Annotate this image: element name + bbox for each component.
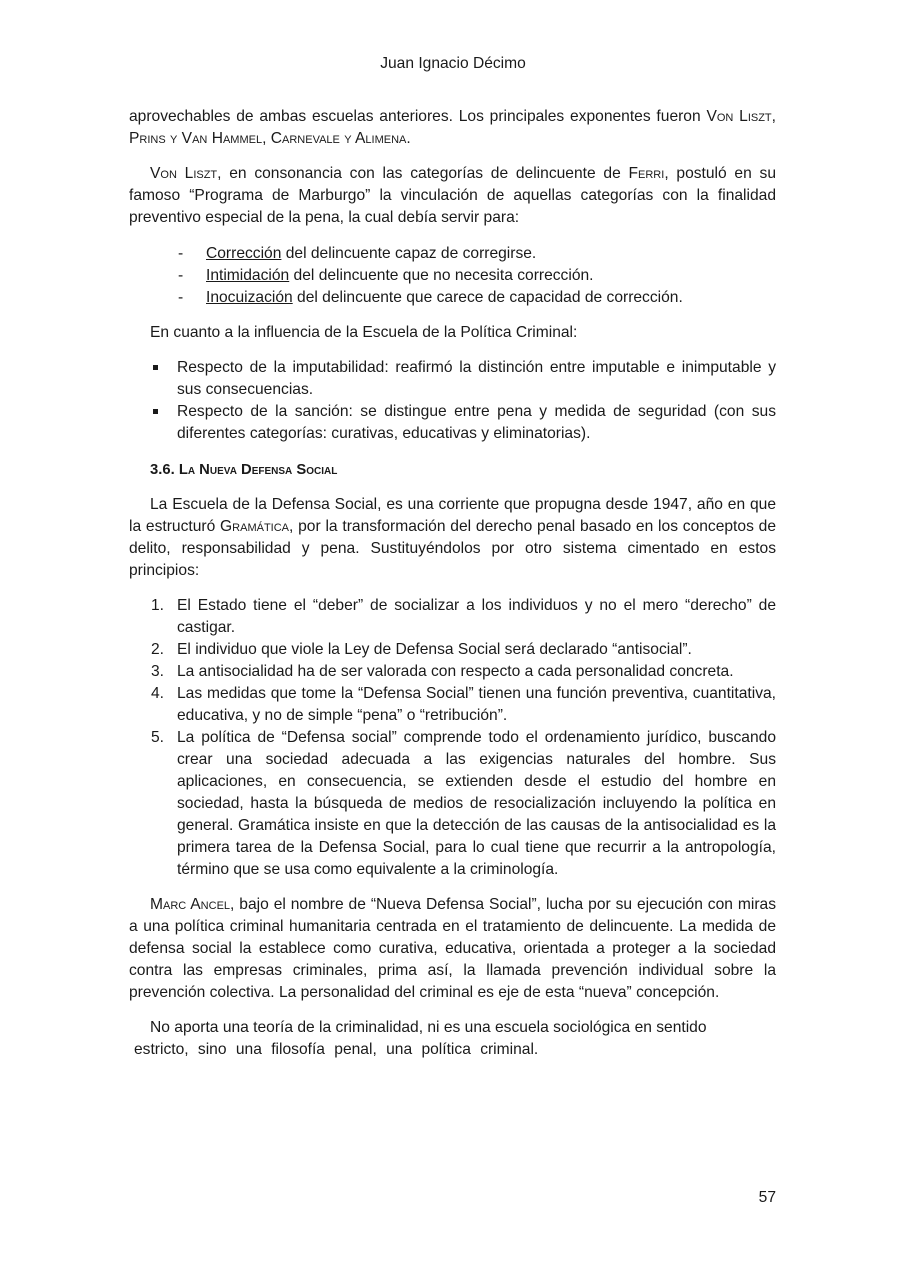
author-name-carnevale-alimena: Carnevale y Alimena [270, 130, 407, 147]
dash-marker: - [178, 267, 184, 284]
paragraph-influence: En cuanto a la influencia de la Escuela de la Política Criminal: [150, 324, 578, 341]
list-number: 5. [151, 729, 165, 746]
author-name-marc-ancel: Marc Ancel [150, 896, 231, 913]
list-item: 3. La antisocialidad ha de ser valorada con respecto a cada personalidad concreta. [129, 661, 776, 683]
list-item: - Corrección del delincuente capaz de corregirse. [129, 243, 776, 265]
list-number: 1. [151, 597, 165, 614]
list-term: Inocuización [206, 289, 293, 306]
author-name-ferri: Ferri [628, 165, 665, 182]
author-name-von-liszt: Von Liszt [150, 165, 218, 182]
paragraph-conclusion [129, 1017, 776, 1061]
paragraph-exponents: aprovechables de ambas escuelas anteriores. Los principales exponentes fueron Von Liszt, Prins y Van Hammel, Carnevale y Alimena. [129, 108, 776, 147]
list-number: 2. [151, 641, 165, 658]
list-item: 5. La política de “Defensa social” comprende todo el ordenamiento jurídico, buscando crear una sociedad adecuada a las exigencias naturales del hombre. Sus aplicaciones, en consecuencia, se extienden desde el estudio del hombre en sociedad, hasta la búsqueda de medios de resocialización incluyendo la política en general. Gramática insiste en que la detección de las causas de la antisocialidad es la primera tarea de la Defensa Social, para lo cual tiene que recurrir a la antropología, término que se usa como equivalente a la criminología. [151, 729, 776, 878]
list-term: Intimidación [206, 267, 290, 284]
list-item: 1. El Estado tiene el “deber” de socializar a los individuos y no el mero “derecho” de castigar. [151, 597, 776, 636]
list-item: - Inocuización del delincuente que carece de capacidad de corrección. [129, 287, 776, 309]
paragraph-von-liszt: Von Liszt, en consonancia con las categorías de delincuente de Ferri, postuló en su famoso “Programa de Marburgo” la vinculación de aquellas categorías con la finalidad preventivo especial de la pena, la cual debía servir para: [129, 165, 776, 226]
paragraph-marc-ancel: Marc Ancel, bajo el nombre de “Nueva Defensa Social”, lucha por su ejecución con miras a una política criminal humanitaria centrada en el tratamiento de delincuente. La medida de defensa social la establece como curativa, educativa, orientada a proteger a la sociedad contra las empresas criminales, prima así, la llamada prevención individual sobre la prevención colectiva. La personalidad del criminal es eje de esta “nueva” concepción. [129, 896, 776, 1001]
conclusion-line-1: No aporta una teoría de la criminalidad, ni es una escuela sociológica en sentido [150, 1019, 707, 1036]
list-item: 2. El individuo que viole la Ley de Defensa Social será declarado “antisocial”. [129, 639, 776, 661]
numbered-list [129, 595, 776, 881]
list-item: - Intimidación del delincuente que no necesita corrección. [129, 265, 776, 287]
square-bullet-list [129, 357, 776, 445]
square-bullet-icon [153, 365, 158, 370]
dash-list [129, 243, 776, 309]
dash-marker: - [178, 289, 184, 306]
page-number: 57 [758, 1189, 776, 1206]
paragraph-defensa-social: La Escuela de la Defensa Social, es una corriente que propugna desde 1947, año en que la estructuró Gramática, por la transformación del derecho penal basado en los conceptos de delito, responsabilidad y pena. Sustituyéndolos por otro sistema cimentado en estos principios: [129, 496, 776, 579]
section-number: 3.6. [150, 462, 175, 478]
author-name: Juan Ignacio Décimo [380, 55, 526, 72]
list-term: Corrección [206, 245, 282, 262]
list-number: 3. [151, 663, 165, 680]
author-name-prins-van-hammel: Prins y Van Hammel [129, 130, 263, 147]
section-title: La Nueva Defensa Social [178, 462, 338, 478]
author-name-von-liszt: Von Liszt [706, 108, 772, 125]
author-name-gramatica: Gramática [220, 518, 290, 535]
list-item: Respecto de la sanción: se distingue entre pena y medida de seguridad (con sus diferentes categorías: curativas, educativas y eliminatorias). [129, 401, 776, 445]
square-bullet-icon [153, 409, 158, 414]
list-item: 4. Las medidas que tome la “Defensa Social” tienen una función preventiva, cuantitativa, educativa, y no de simple “pena” o “retribución”. [151, 685, 776, 724]
page-body [129, 106, 776, 1061]
section-heading [129, 459, 776, 481]
conclusion-line-2: estricto, sino una filosofía penal, una política criminal. [134, 1041, 539, 1058]
page-header [0, 53, 906, 75]
list-item: Respecto de la imputabilidad: reafirmó la distinción entre imputable e inimputable y sus consecuencias. [129, 357, 776, 401]
dash-marker: - [178, 245, 184, 262]
list-number: 4. [151, 685, 165, 702]
